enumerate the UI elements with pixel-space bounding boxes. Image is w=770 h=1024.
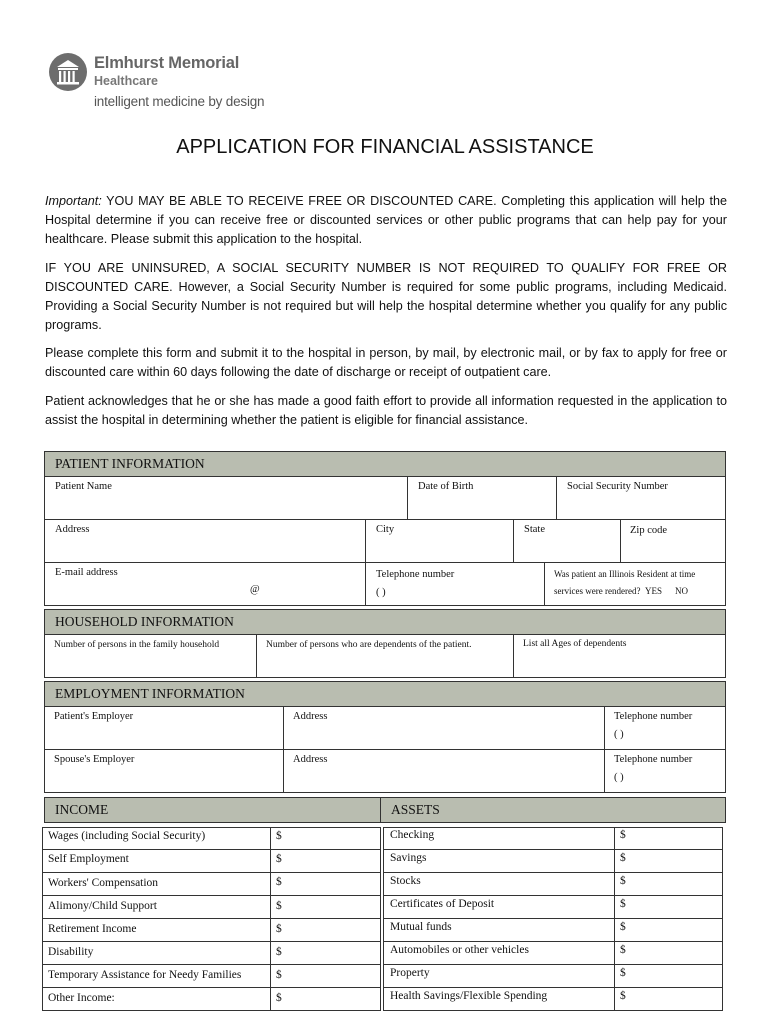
asset-amount-field[interactable] [614, 872, 723, 896]
dollar-sign: $ [276, 946, 282, 958]
telephone-parens: ( ) [376, 587, 386, 598]
asset-label: Savings [390, 852, 427, 864]
acknowledgement-paragraph: Patient acknowledges that he or she has made a good faith effort to provide all information requested in the application to assist the hospital in determining whether the patient is eligible for financial assistance. [45, 394, 727, 427]
page-title: APPLICATION FOR FINANCIAL ASSISTANCE [176, 136, 594, 158]
asset-amount-field[interactable] [614, 895, 723, 919]
employment-information-header: EMPLOYMENT INFORMATION [44, 681, 726, 707]
email-at-symbol: @ [250, 584, 260, 595]
spouse-employer-address-field[interactable] [283, 749, 605, 793]
address-field[interactable] [44, 519, 366, 563]
hospital-building-icon [48, 52, 88, 92]
logo-tagline: intelligent medicine by design [94, 94, 265, 109]
dependents-count-label: Number of persons who are dependents of the patient. [266, 640, 472, 650]
dollar-sign: $ [620, 921, 626, 933]
dollar-sign: $ [620, 967, 626, 979]
telephone-label: Telephone number [376, 569, 455, 580]
asset-label: Property [390, 967, 430, 979]
asset-amount-field[interactable] [614, 964, 723, 988]
patient-employer-phone-parens: ( ) [614, 729, 624, 740]
income-amount-field[interactable] [270, 895, 381, 919]
zip-code-label: Zip code [630, 525, 668, 536]
dollar-sign: $ [276, 923, 282, 935]
patient-employer-address-field[interactable] [283, 706, 605, 750]
resident-yes-option[interactable]: YES [645, 586, 663, 596]
patient-name-label: Patient Name [55, 481, 112, 492]
income-label: Alimony/Child Support [48, 900, 157, 912]
household-information-header: HOUSEHOLD INFORMATION [44, 609, 726, 635]
logo-subtitle: Healthcare [94, 74, 158, 88]
dollar-sign: $ [276, 853, 282, 865]
income-amount-field[interactable] [270, 941, 381, 965]
dollar-sign: $ [620, 898, 626, 910]
dollar-sign: $ [620, 829, 626, 841]
asset-label: Health Savings/Flexible Spending [390, 990, 548, 1002]
income-amount-field[interactable] [270, 827, 381, 850]
asset-amount-field[interactable] [614, 827, 723, 850]
asset-amount-field[interactable] [614, 918, 723, 942]
date-of-birth-label: Date of Birth [418, 481, 474, 492]
dollar-sign: $ [620, 990, 626, 1002]
hospital-logo [46, 50, 296, 115]
patient-employer-phone-label: Telephone number [614, 711, 693, 722]
patient-employer-label: Patient's Employer [54, 711, 134, 722]
submission-paragraph: Please complete this form and submit it to the hospital in person, by mail, by electronic mail, or by fax to apply for free or discounted care within 60 days following the date of discharge or receipt of outpatient care. [45, 346, 727, 379]
city-label: City [376, 524, 395, 535]
dollar-sign: $ [620, 944, 626, 956]
dollar-sign: $ [276, 876, 282, 888]
income-label: Temporary Assistance for Needy Families [48, 969, 242, 981]
asset-label: Automobiles or other vehicles [390, 944, 529, 956]
income-amount-field[interactable] [270, 964, 381, 988]
illinois-resident-question-2: services were rendered? [554, 586, 641, 596]
dependent-ages-label: List all Ages of dependents [523, 639, 627, 649]
income-amount-field[interactable] [270, 918, 381, 942]
dollar-sign: $ [276, 992, 282, 1004]
dollar-sign: $ [620, 875, 626, 887]
asset-label: Certificates of Deposit [390, 898, 495, 910]
asset-label: Stocks [390, 875, 421, 887]
important-label: Important: [45, 194, 102, 208]
asset-amount-field[interactable] [614, 849, 723, 873]
spouse-employer-phone-parens: ( ) [614, 772, 624, 783]
asset-amount-field[interactable] [614, 987, 723, 1011]
logo-name: Elmhurst Memorial [94, 54, 240, 72]
spouse-employer-phone-label: Telephone number [614, 754, 693, 765]
dollar-sign: $ [276, 830, 282, 842]
income-label: Wages (including Social Security) [48, 830, 206, 842]
income-amount-field[interactable] [270, 987, 381, 1011]
dollar-sign: $ [276, 969, 282, 981]
patient-employer-address-label: Address [293, 711, 328, 722]
dollar-sign: $ [620, 852, 626, 864]
illinois-resident-question: Was patient an Illinois Resident at time [554, 569, 696, 579]
income-label: Self Employment [48, 853, 129, 865]
asset-label: Mutual funds [390, 921, 452, 933]
spouse-employer-label: Spouse's Employer [54, 754, 135, 765]
spouse-employer-address-label: Address [293, 754, 328, 765]
ssn-paragraph: IF YOU ARE UNINSURED, A SOCIAL SECURITY NUMBER IS NOT REQUIRED TO QUALIFY FOR FREE OR DISCOUNTED CARE. However, a Social Security Number is required for some public programs, including Medicaid. Providing a Social Security Number is not required but will help the hospital determine whether you qualify for any public programs. [45, 261, 727, 332]
income-amount-field[interactable] [270, 872, 381, 896]
income-header: INCOME [44, 797, 381, 823]
assets-header: ASSETS [380, 797, 726, 823]
important-text: YOU MAY BE ABLE TO RECEIVE FREE OR DISCOUNTED CARE. Completing this application will help the Hospital determine if you can receive free or discounted services or other public programs that can help pay for your healthcare. Please submit this application to the hospital. [45, 194, 727, 246]
ssn-label: Social Security Number [567, 481, 668, 492]
income-label: Disability [48, 946, 94, 958]
email-label: E-mail address [55, 567, 118, 578]
address-label: Address [55, 524, 90, 535]
income-amount-field[interactable] [270, 849, 381, 873]
income-label: Retirement Income [48, 923, 137, 935]
state-label: State [524, 524, 545, 535]
resident-no-option[interactable]: NO [675, 586, 688, 596]
dollar-sign: $ [276, 900, 282, 912]
asset-amount-field[interactable] [614, 941, 723, 965]
family-household-count-label: Number of persons in the family household [54, 640, 220, 650]
income-label: Other Income: [48, 992, 115, 1004]
patient-information-header: PATIENT INFORMATION [44, 451, 726, 477]
important-paragraph [45, 192, 727, 249]
asset-label: Checking [390, 829, 435, 841]
income-label: Workers' Compensation [48, 877, 159, 889]
